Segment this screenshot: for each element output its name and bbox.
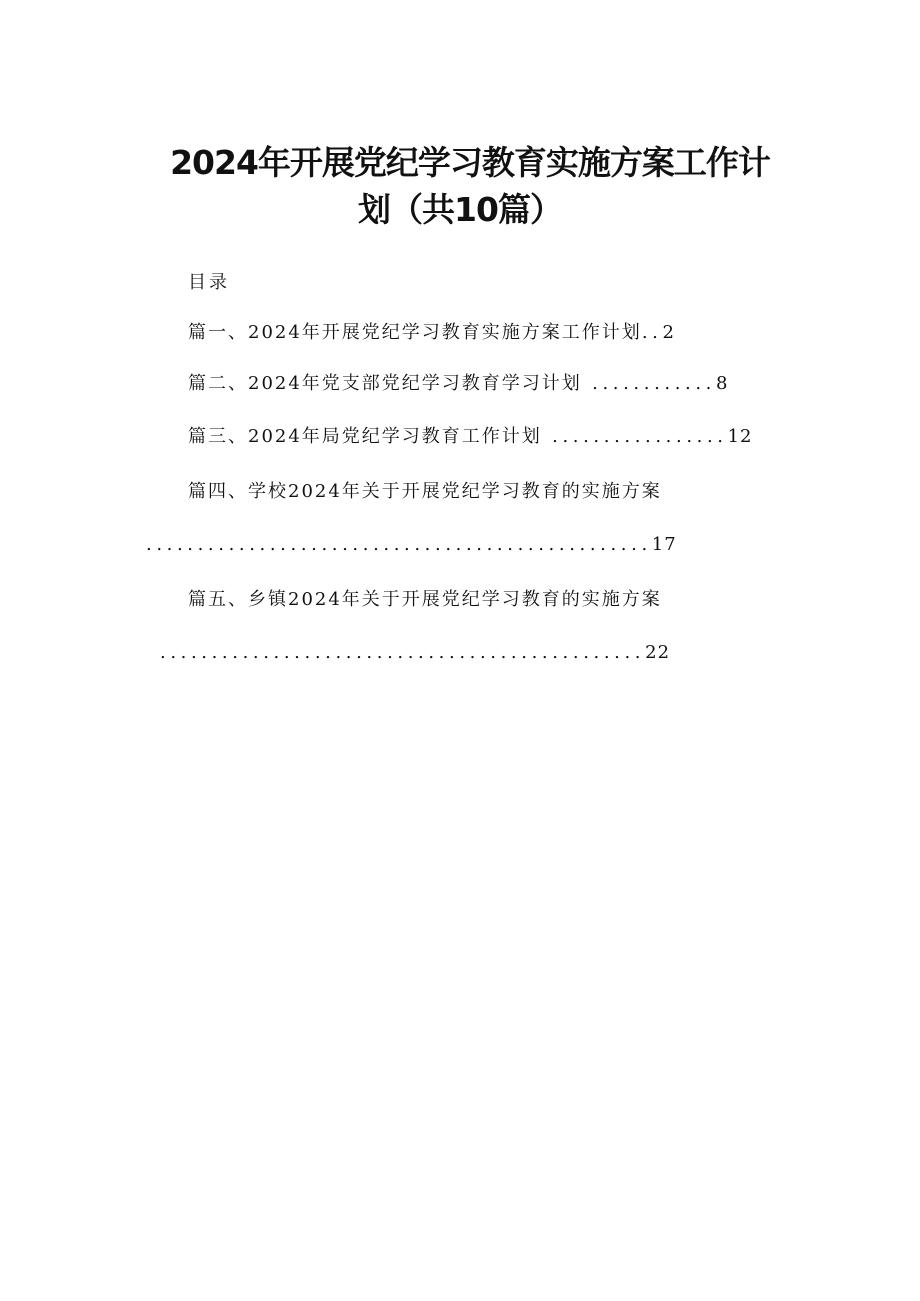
toc-entry-label: 篇四、学校2024年关于开展党纪学习教育的实施方案 — [188, 481, 662, 502]
toc-entry-label: 篇五、乡镇2024年关于开展党纪学习教育的实施方案 — [188, 589, 662, 610]
toc-entry-1[interactable] — [188, 318, 675, 348]
toc-entry-page: 17 — [651, 534, 677, 555]
toc-entry-2[interactable] — [188, 369, 728, 399]
toc-entry-page: 2 — [662, 322, 675, 343]
toc-entry-label: 篇二、2024年党支部党纪学习教育学习计划 — [188, 373, 582, 394]
toc-entry-page: 12 — [727, 426, 753, 447]
toc-entry-page: 22 — [645, 642, 671, 663]
toc-heading: 目录 — [188, 272, 230, 293]
toc-entry-leader: .. — [641, 322, 663, 343]
toc-entry-leader: ................. — [541, 426, 728, 447]
toc-entry-4-continuation[interactable] — [146, 530, 677, 560]
toc-entry-5-continuation[interactable] — [160, 638, 670, 668]
toc-entry-page: 8 — [716, 373, 729, 394]
toc-entry-label: 篇一、2024年开展党纪学习教育实施方案工作计划 — [188, 322, 642, 343]
toc-entry-label: 篇三、2024年局党纪学习教育工作计划 — [188, 426, 542, 447]
toc-entry-leader: ............ — [581, 373, 716, 394]
document-title-line-2: 划（共10篇） — [358, 190, 562, 229]
document-title-line-1: 2024年开展党纪学习教育实施方案工作计 — [170, 143, 770, 182]
toc-entry-leader: ................................................. — [146, 534, 652, 555]
toc-entry-leader: ............................................... — [160, 642, 646, 663]
toc-entry-5[interactable] — [188, 585, 662, 615]
toc-entry-3[interactable] — [188, 422, 753, 452]
toc-entry-4[interactable] — [188, 477, 662, 507]
